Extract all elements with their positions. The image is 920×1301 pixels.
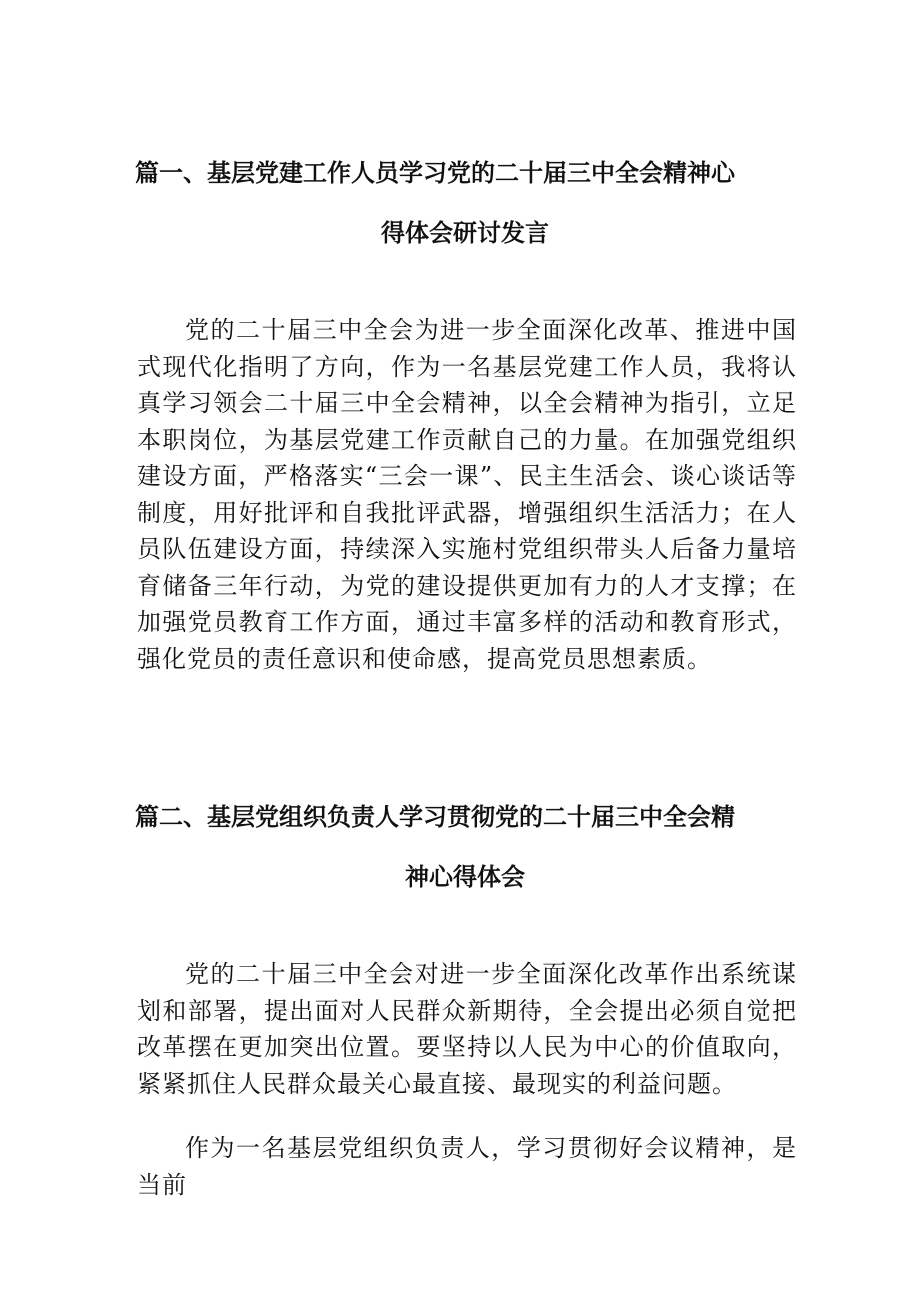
- section-2-paragraph-2: 作为一名基层党组织负责人，学习贯彻好会议精神，是当前: [137, 1134, 797, 1199]
- section-2-title-line-2: 神心得体会: [405, 863, 525, 891]
- section-2-title: [135, 787, 795, 907]
- section-2-title-line-1: 篇二、基层党组织负责人学习贯彻党的二十届三中全会精: [135, 803, 735, 831]
- section-1-title-line-1: 篇一、基层党建工作人员学习党的二十届三中全会精神心: [135, 159, 735, 187]
- section-1-title: [135, 143, 795, 263]
- section-2-paragraph-1: 党的二十届三中全会对进一步全面深化改革作出系统谋划和部署，提出面对人民群众新期待，全会提出必须自觉把改革摆在更加突出位置。要坚持以人民为中心的价值取向，紧紧抓住人民群众最关心最直接、最现实的利益问题。: [137, 960, 797, 1098]
- section-1-title-line-2: 得体会研讨发言: [381, 219, 549, 247]
- section-1-paragraph: 党的二十届三中全会为进一步全面深化改革、推进中国式现代化指明了方向，作为一名基层党建工作人员，我将认真学习领会二十届三中全会精神，以全会精神为指引，立足本职岗位，为基层党建工作贡献自己的力量。在加强党组织建设方面，严格落实“三会一课”、民主生活会、谈心谈话等制度，用好批评和自我批评武器，增强组织生活活力；在人员队伍建设方面，持续深入实施村党组织带头人后备力量培育储备三年行动，为党的建设提供更加有力的人才支撑；在加强党员教育工作方面，通过丰富多样的活动和教育形式，强化党员的责任意识和使命感，提高党员思想素质。: [137, 316, 797, 673]
